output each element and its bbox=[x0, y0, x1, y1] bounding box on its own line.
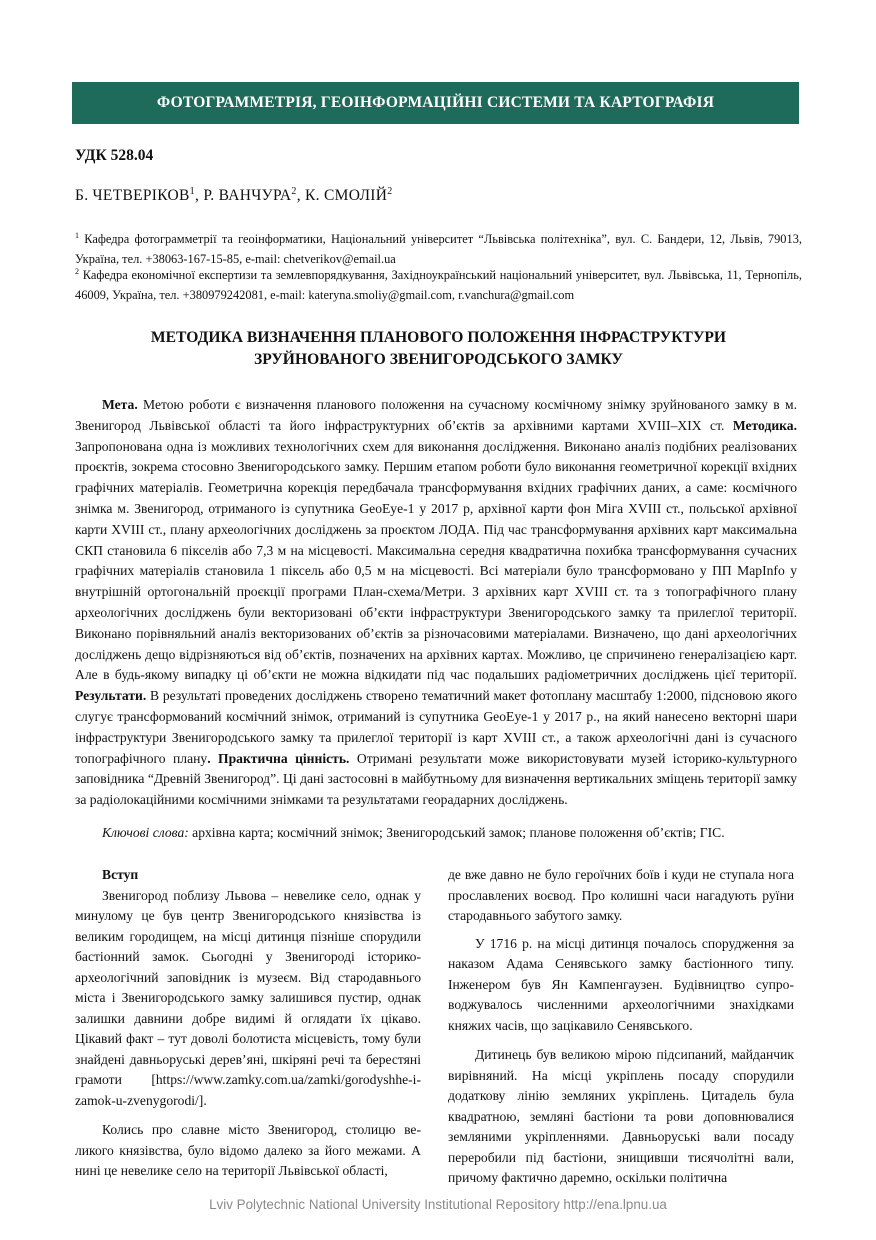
abstract bbox=[75, 395, 797, 811]
body-paragraph: У 1716 р. на місці дитинця почалось спорудження за наказом Адама Сенявського замку бастіонного типу. Інженером був Ян Кампенгаузен. Будівництво супроводжувалось численними археологічними знахідками княжих часів, що зацікавило Сенявського. bbox=[448, 935, 794, 1033]
author-affiliation-mark: 2 bbox=[387, 186, 393, 197]
author-name: Б. ЧЕТВЕРІКОВ bbox=[75, 187, 190, 205]
author-name: К. СМОЛІЙ bbox=[305, 187, 388, 205]
abstract-value-label: Практична цінність. bbox=[218, 750, 350, 766]
body-column-left bbox=[75, 865, 421, 1182]
paper-title-line-2: ЗРУЙНОВАНОГО ЗВЕНИГОРОДСЬКОГО ЗАМКУ bbox=[254, 351, 623, 368]
abstract-paragraph bbox=[75, 395, 797, 811]
paper-title-line-1: МЕТОДИКА ВИЗНАЧЕННЯ ПЛАНОВОГО ПОЛОЖЕННЯ ІНФРАСТРУКТУРИ bbox=[150, 329, 727, 346]
author-affiliation-mark: 2 bbox=[291, 186, 297, 197]
author-separator: , bbox=[296, 187, 306, 205]
section-heading-intro: Вступ bbox=[102, 867, 139, 882]
abstract-results-text: В результаті проведених досліджень створено тематичний макет фотоплану масштабу 1:2000, підсновою якого слугує трансформований космічний знімок, отриманий із супутника GeoEye-1 у 2017 р., на який нанесено векторні шари інфраструктури Звенигородського замку та прилеглої території із карт XVIII ст., а також археологічні дані із сучасного топографічного плану bbox=[75, 688, 797, 766]
body-paragraph: де вже давно не було героїчних боїв і куди не ступала нога прославлених воєвод. Про колишні часи нагадують руїни стародавнього забутого замку. bbox=[448, 867, 794, 923]
author-separator: , bbox=[194, 187, 204, 205]
affiliation-text: Кафедра фотограмметрії та геоінформатики, Національний університет “Львівська політехніка”, вул. С. Бандери, 12, Львів, 79013, Україна, тел. +38063-167-15-85, e-mail: chetverikov@email.ua bbox=[75, 232, 802, 267]
body-paragraph: Колись про славне місто Звенигород, столицю великого князівства, було відомо далеко за його межами. А нині це невелике село на території Львівської області, bbox=[75, 1122, 421, 1178]
keywords-label: Ключові слова: bbox=[102, 825, 189, 840]
affiliation-text: Кафедра економічної експертизи та землевпорядкування, Західноукраїнський національний університет, вул. Львівська, 11, Тернопіль, 46009, Україна, тел. +380979242081, e-mail: kateryna.smoliy@gmail.com, r.vanchura@gmail.com bbox=[75, 268, 802, 303]
abstract-goal-label: Мета. bbox=[102, 397, 138, 412]
keywords bbox=[75, 825, 797, 841]
authors-line bbox=[75, 186, 393, 205]
author-affiliation-mark: 1 bbox=[189, 186, 195, 197]
body-column-right bbox=[448, 865, 794, 1189]
body-paragraph: Звенигород поблизу Львова – невелике село, однак у минулому це був центр Звенигородського князівства із великим городищем, на місці дитинця пізніше спорудили бастіонний замок. Сьогодні у Звенигороді історико-археологічний заповідник із музеєм. Від стародавнього міста і Звенигородського замку залишився пустир, однак залишки давнини добре видимі й оглядати їх цікаво. Цікавий факт – тут доволі болотиста місцевість, тому були знайдені давньоруські дерев’яні, шкіряні речі та берестяні грамоти [https://www.zamky.com.ua/zamki/gorodyshhe-i-zamok-u-zvenygorodi/]. bbox=[75, 887, 421, 1108]
abstract-results-dot: . bbox=[207, 750, 219, 766]
udc-code: УДК 528.04 bbox=[75, 147, 154, 164]
author-name: Р. ВАНЧУРА bbox=[203, 187, 292, 205]
affiliation-2 bbox=[75, 262, 802, 305]
paper-title bbox=[60, 327, 817, 371]
abstract-goal-text: Метою роботи є визначення планового положення на сучасному космічному знімку зруйнованого замку в м. Звенигород Львівської області та його інфраструктурних об’єктів за архівними картами XVIII–XIX ст. bbox=[75, 397, 797, 433]
affiliation-mark: 1 bbox=[75, 231, 79, 240]
body-paragraph: Дитинець був великою мірою підсипаний, майданчик вирівняний. На місці укріплень посаду спорудили додаткову лінію земляних укріплень. Цитадель була квадратною, земляні бастіони та рови доповнювалися земляними укріпленнями. Давньоруські вали посаду переробили під бастіони, знищивши тисячолітні вали, причому фактично даремно, оскільки політична bbox=[448, 1047, 794, 1185]
section-banner-text: ФОТОГРАММЕТРІЯ, ГЕОІНФОРМАЦІЙНІ СИСТЕМИ ТА КАРТОГРАФІЯ bbox=[156, 94, 715, 111]
repository-footer: Lviv Polytechnic National University Institutional Repository http://ena.lpnu.ua bbox=[209, 1197, 667, 1212]
section-banner bbox=[72, 82, 799, 124]
abstract-value-text: Отримані результати може використовувати музей історико-культурного заповідника “Древній Звенигород”. Ці дані застосовні в майбутньому для визначення вертикальних зміщень території замку за радіолокаційними космічними знімками та результатами георадарних досліджень. bbox=[75, 750, 798, 808]
abstract-results-label: Результати. bbox=[75, 688, 147, 704]
keywords-text: архівна карта; космічний знімок; Звенигородський замок; планове положення об’єктів; ГІС. bbox=[188, 825, 725, 840]
abstract-method-label: Методика. bbox=[732, 417, 797, 433]
affiliation-mark: 2 bbox=[75, 267, 79, 276]
abstract-method-text: Запропонована одна із можливих технологічних схем для виконання дослідження. Виконано аналіз подібних реалізованих проєктів, зокрема стосовно Звенигородського замку. Першим етапом роботи було виконання геометричної корекції вхідних графічних матеріалів. Геометрична корекція передбачала трансформування вхідних графічних даних, а саме: космічного знімка м. Звенигород, отриманого із супутника GeoEye-1 у 2017 р, архівної карти фон Міга XVIII ст., польської архівної карти XVIII ст., плану археологічних досліджень за проєктом ЛОДА. Під час трансформування архівних карт максимальна СКП становила 6 пікселів або 7,3 м на місцевості. Максимальна середня квадратична похибка трансформування сучасних графічних матеріалів становила 1 піксель або 0,5 м на місцевості. Всі матеріали було трансформовано у ПП MapInfo у внутрішній ортогональній проєкції програми План-схема/Метри. З архівних карт XVIII ст. та з топографічного плану археологічних досліджень були векторизовані об’єкти інфраструктури Звенигородського замку та прилеглої території. Виконано порівняльний аналіз векторизованих об’єктів за різночасовими матеріалами. Визначено, що дані археологічних досліджень дещо відрізняються від об’єктів, позначених на архівних картах. Можливо, це спричинено генералізацією карт. Але в будь-якому випадку ці об’єкти не можна відкидати під час подальших радіометричних досліджень цієї території. bbox=[75, 438, 797, 683]
